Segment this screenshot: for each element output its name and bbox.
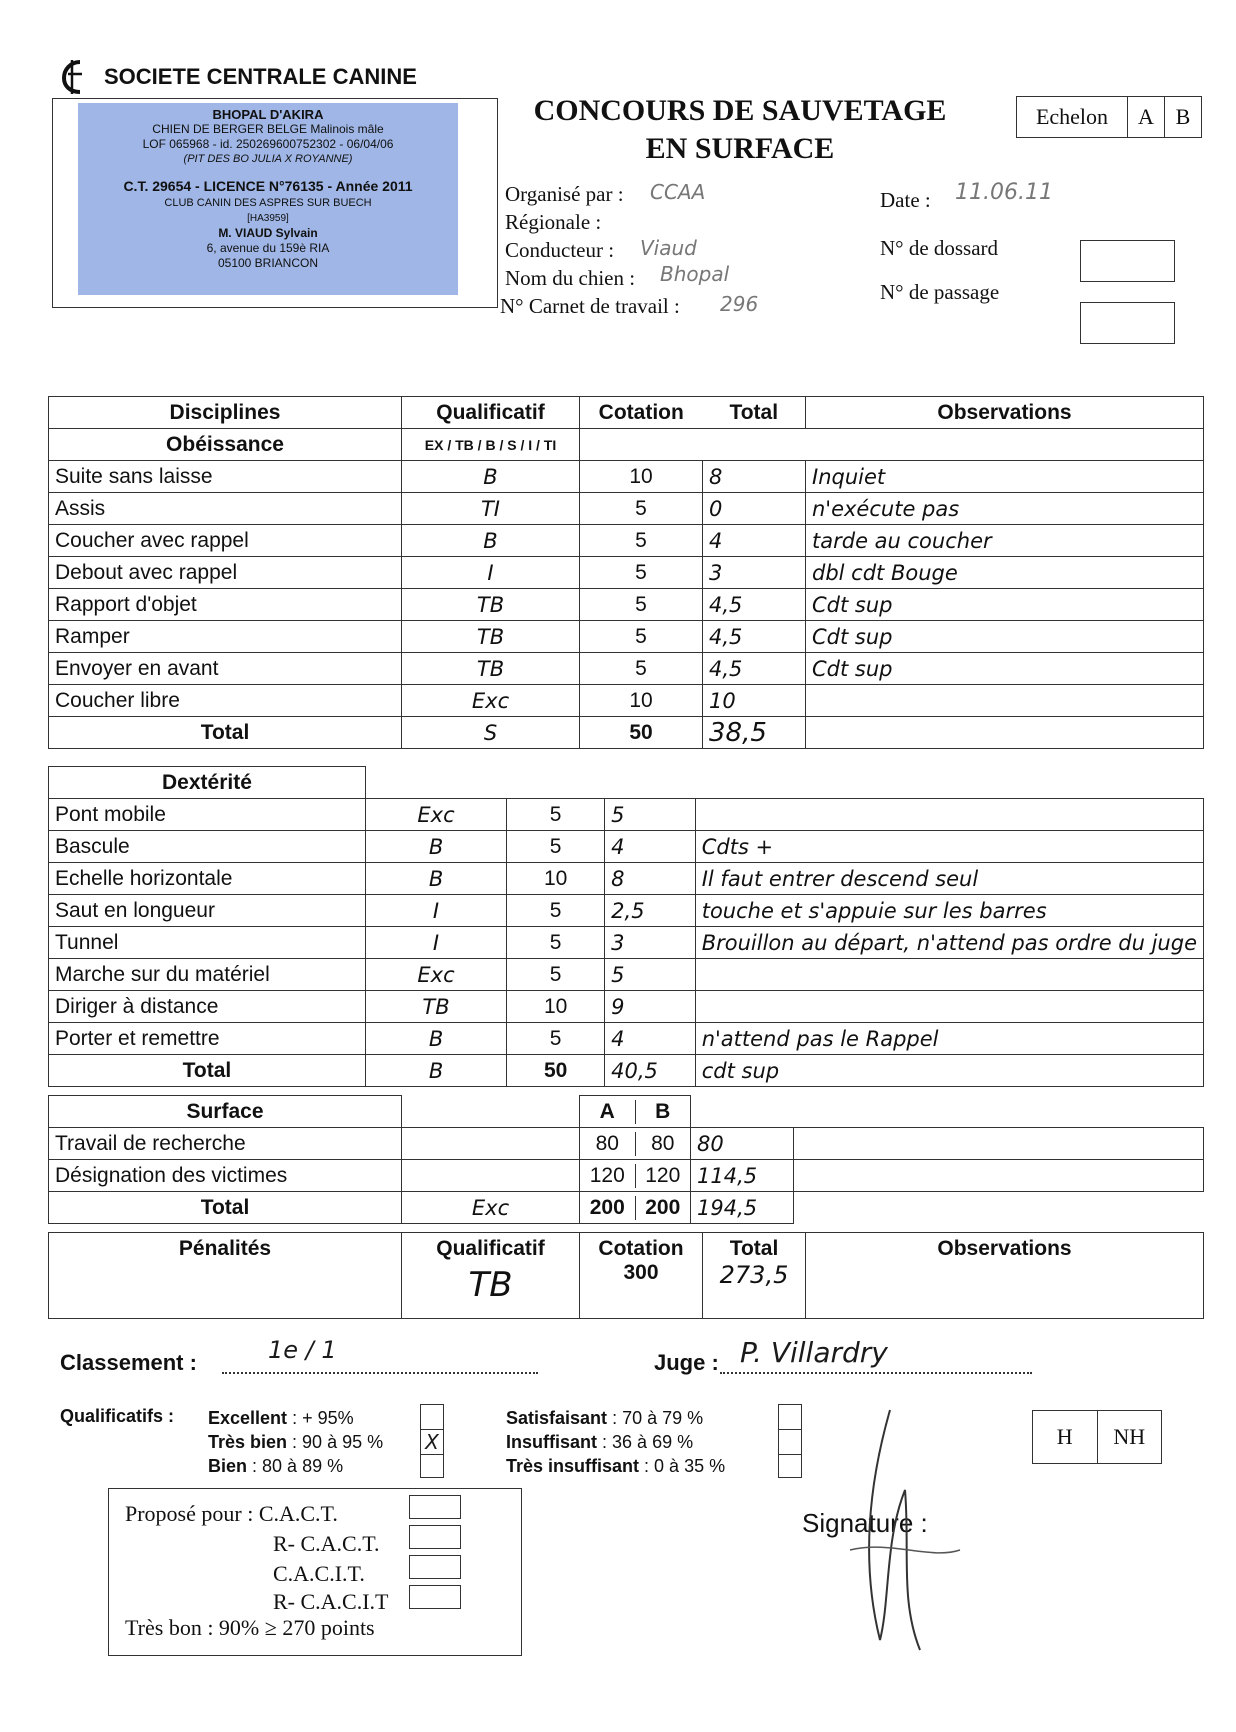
dexterite-row bbox=[49, 1023, 1204, 1055]
classement-label: Classement : bbox=[60, 1350, 197, 1375]
surface-total-label: Total bbox=[49, 1192, 402, 1224]
dexterite-total-value[interactable]: 4 bbox=[605, 831, 696, 863]
dexterite-total-value[interactable]: 4 bbox=[605, 1023, 696, 1055]
q-tresbien-label: Très bien bbox=[208, 1432, 288, 1452]
echelon-box bbox=[1016, 96, 1202, 138]
obeissance-cotation-value: 5 bbox=[580, 653, 703, 685]
stamp-breed: CHIEN DE BERGER BELGE Malinois mâle bbox=[152, 122, 384, 136]
table-header-row bbox=[49, 397, 1204, 429]
obeissance-observation-value[interactable]: Cdt sup bbox=[806, 653, 1204, 685]
dexterite-discipline-name: Marche sur du matériel bbox=[49, 959, 366, 991]
dexterite-total-value[interactable]: 8 bbox=[605, 863, 696, 895]
dexterite-observation-value[interactable] bbox=[695, 959, 1203, 991]
obeissance-total-row bbox=[49, 717, 1204, 749]
dexterite-qualificatif-value[interactable]: B bbox=[365, 831, 506, 863]
q-excellent-label: Excellent bbox=[208, 1408, 288, 1428]
nh-option[interactable]: NH bbox=[1113, 1424, 1146, 1449]
checkbox-tres-insuffisant[interactable] bbox=[779, 1455, 801, 1477]
obeissance-qualificatif-value[interactable]: TB bbox=[402, 589, 580, 621]
organise-par-value[interactable]: CCAA bbox=[650, 180, 706, 204]
dexterite-row bbox=[49, 927, 1204, 959]
h-nh-box bbox=[1032, 1410, 1162, 1464]
title-line-2: EN SURFACE bbox=[645, 132, 835, 165]
obeissance-discipline-name: Assis bbox=[49, 493, 402, 525]
propose-cact-label: Proposé pour : C.A.C.T. bbox=[125, 1501, 338, 1526]
obeissance-qualificatif-value[interactable]: B bbox=[402, 525, 580, 557]
dexterite-table bbox=[48, 766, 1204, 1087]
penalites-total-value[interactable]: 273,5 bbox=[719, 1261, 789, 1289]
obeissance-discipline-name: Ramper bbox=[49, 621, 402, 653]
obeissance-discipline-name: Suite sans laisse bbox=[49, 461, 402, 493]
obeissance-discipline-name: Coucher libre bbox=[49, 685, 402, 717]
obeissance-total-label: Total bbox=[49, 717, 402, 749]
header-total: Total bbox=[703, 397, 806, 429]
obeissance-total-value[interactable]: 8 bbox=[703, 461, 806, 493]
signature-scribble-icon bbox=[830, 1400, 980, 1660]
obeissance-total-qual[interactable]: S bbox=[402, 717, 580, 749]
qual-checkboxes-right[interactable] bbox=[778, 1404, 802, 1478]
dexterite-title: Dextérité bbox=[49, 767, 366, 799]
surface-qualificatif-value[interactable] bbox=[402, 1128, 580, 1160]
dog-identity-stamp bbox=[78, 103, 458, 295]
obeissance-cotation-value: 5 bbox=[580, 493, 703, 525]
rcacit-label: R- C.A.C.I.T bbox=[273, 1589, 389, 1614]
obeissance-observation-value[interactable]: Inquiet bbox=[806, 461, 1204, 493]
dexterite-cotation-value: 10 bbox=[507, 863, 605, 895]
q-insuff-range: : 36 à 69 % bbox=[602, 1432, 694, 1452]
organise-par-label: Organisé par : bbox=[505, 182, 624, 206]
dexterite-cotation-value: 5 bbox=[507, 959, 605, 991]
checkbox-bien[interactable] bbox=[421, 1455, 443, 1477]
dexterite-observation-value[interactable]: Brouillon au départ, n'attend pas ordre du juge bbox=[695, 927, 1203, 959]
passage-label: N° de passage bbox=[880, 280, 1000, 304]
checkbox-excellent[interactable] bbox=[421, 1405, 443, 1430]
passage-box[interactable] bbox=[1080, 302, 1175, 344]
date-label: Date : bbox=[880, 188, 931, 212]
penalites-qual-label: Qualificatif bbox=[436, 1237, 545, 1260]
obeissance-qualificatif-value[interactable]: I bbox=[402, 557, 580, 589]
obeissance-observation-value[interactable]: tarde au coucher bbox=[806, 525, 1204, 557]
dossard-box[interactable] bbox=[1080, 240, 1175, 282]
surface-a-value: 80 bbox=[580, 1132, 636, 1156]
q-satisf-range: : 70 à 79 % bbox=[612, 1408, 704, 1428]
surface-title-row bbox=[49, 1096, 1204, 1128]
stamp-dog-name: BHOPAL D'AKIRA bbox=[212, 107, 324, 122]
header-cotation: Cotation bbox=[580, 397, 703, 429]
date-value[interactable]: 11.06.11 bbox=[955, 180, 1053, 205]
surface-row bbox=[49, 1160, 1204, 1192]
dexterite-cotation-value: 5 bbox=[507, 1023, 605, 1055]
proposition-box bbox=[108, 1488, 522, 1656]
penalites-cot-value: 300 bbox=[623, 1261, 659, 1284]
dexterite-total-value[interactable]: 5 bbox=[605, 959, 696, 991]
stamp-address: 6, avenue du 159è RIA bbox=[206, 241, 330, 255]
surface-total-value[interactable]: 194,5 bbox=[691, 1192, 794, 1224]
dexterite-row bbox=[49, 959, 1204, 991]
scores-table bbox=[48, 396, 1204, 749]
dexterite-total-value[interactable]: 5 bbox=[605, 799, 696, 831]
title-line-1: CONCOURS DE SAUVETAGE bbox=[533, 94, 947, 127]
obeissance-title: Obéissance bbox=[49, 429, 402, 461]
obeissance-total-value[interactable]: 38,5 bbox=[703, 717, 806, 749]
obeissance-cotation-value: 5 bbox=[580, 557, 703, 589]
surface-b-value: 120 bbox=[645, 1163, 681, 1187]
surface-discipline-name: Travail de recherche bbox=[49, 1128, 402, 1160]
obeissance-total-value[interactable]: 4,5 bbox=[703, 653, 806, 685]
obeissance-total-value[interactable]: 0 bbox=[703, 493, 806, 525]
obeissance-row bbox=[49, 525, 1204, 557]
obeissance-row bbox=[49, 621, 1204, 653]
penalites-table bbox=[48, 1232, 1204, 1319]
dexterite-observation-value[interactable]: touche et s'appuie sur les barres bbox=[695, 895, 1203, 927]
dexterite-qualificatif-value[interactable]: Exc bbox=[365, 799, 506, 831]
stamp-owner: M. VIAUD Sylvain bbox=[218, 226, 318, 240]
stamp-parents: (PIT DES BO JULIA X ROYANNE) bbox=[183, 153, 353, 165]
juge-value[interactable]: P. Villardry bbox=[740, 1336, 888, 1369]
surface-total-qual[interactable]: Exc bbox=[402, 1192, 580, 1224]
surface-table bbox=[48, 1095, 1204, 1224]
dexterite-total-cot: 50 bbox=[507, 1055, 605, 1087]
obeissance-row bbox=[49, 493, 1204, 525]
checkbox-cacit[interactable] bbox=[409, 1555, 461, 1579]
q-excellent-range: : + 95% bbox=[292, 1408, 354, 1428]
dexterite-cotation-value: 5 bbox=[507, 831, 605, 863]
regionale-label: Régionale : bbox=[505, 210, 602, 234]
q-tresbien-range: : 90 à 95 % bbox=[292, 1432, 384, 1452]
surface-total-value[interactable]: 80 bbox=[691, 1128, 794, 1160]
surface-col-a: A bbox=[580, 1100, 636, 1124]
obeissance-observation-value[interactable]: dbl cdt Bouge bbox=[806, 557, 1204, 589]
dexterite-total-value[interactable]: 9 bbox=[605, 991, 696, 1023]
dexterite-cotation-value: 5 bbox=[507, 927, 605, 959]
checkbox-satisfaisant[interactable] bbox=[779, 1405, 801, 1430]
dexterite-observation-value[interactable]: Cdts + bbox=[695, 831, 1203, 863]
qualificatifs-right bbox=[506, 1406, 725, 1478]
stamp-code: [HA3959] bbox=[247, 213, 289, 224]
signature-label: Signature : bbox=[802, 1508, 928, 1538]
dexterite-discipline-name: Bascule bbox=[49, 831, 366, 863]
dexterite-total-value[interactable]: 2,5 bbox=[605, 895, 696, 927]
dossard-label: N° de dossard bbox=[880, 236, 999, 260]
surface-total-row bbox=[49, 1192, 1204, 1224]
carnet-value[interactable]: 296 bbox=[720, 292, 759, 316]
obeissance-qualificatif-value[interactable]: B bbox=[402, 461, 580, 493]
obeissance-qualificatif-value[interactable]: TB bbox=[402, 653, 580, 685]
dexterite-discipline-name: Tunnel bbox=[49, 927, 366, 959]
conducteur-value[interactable]: Viaud bbox=[640, 236, 697, 260]
dexterite-row bbox=[49, 831, 1204, 863]
obeissance-cotation-value: 5 bbox=[580, 525, 703, 557]
penalites-total-label: Total bbox=[729, 1237, 779, 1260]
obeissance-discipline-name: Debout avec rappel bbox=[49, 557, 402, 589]
q-bien-label: Bien bbox=[208, 1456, 248, 1476]
penalites-row bbox=[49, 1233, 1204, 1319]
dexterite-qualificatif-value[interactable]: I bbox=[365, 895, 506, 927]
surface-observation-value[interactable] bbox=[794, 1128, 1204, 1160]
surface-qualificatif-value[interactable] bbox=[402, 1160, 580, 1192]
juge-label: Juge : bbox=[654, 1350, 719, 1375]
nom-chien-label: Nom du chien : bbox=[505, 266, 636, 290]
obeissance-observation-value[interactable]: n'exécute pas bbox=[806, 493, 1204, 525]
obeissance-cotation-value: 10 bbox=[580, 461, 703, 493]
dexterite-observation-value[interactable]: n'attend pas le Rappel bbox=[695, 1023, 1203, 1055]
obeissance-qualificatif-value[interactable]: TB bbox=[402, 621, 580, 653]
dexterite-qualificatif-value[interactable]: I bbox=[365, 927, 506, 959]
dexterite-qualificatif-value[interactable]: B bbox=[365, 863, 506, 895]
surface-a-value: 120 bbox=[580, 1164, 636, 1188]
checkbox-cact[interactable] bbox=[409, 1495, 461, 1519]
surface-observation-value[interactable] bbox=[794, 1160, 1204, 1192]
dexterite-qualificatif-value[interactable]: B bbox=[365, 1023, 506, 1055]
echelon-a[interactable]: A bbox=[1128, 97, 1165, 137]
surface-total-b: 200 bbox=[645, 1195, 681, 1219]
dexterite-row bbox=[49, 863, 1204, 895]
surface-col-b: B bbox=[655, 1099, 671, 1123]
surface-total-value[interactable]: 114,5 bbox=[691, 1160, 794, 1192]
header-qualificatif: Qualificatif bbox=[402, 397, 580, 429]
obeissance-total-value[interactable]: 3 bbox=[703, 557, 806, 589]
obeissance-qualificatif-value[interactable]: Exc bbox=[402, 685, 580, 717]
obeissance-observation-value[interactable]: Cdt sup bbox=[806, 589, 1204, 621]
obeissance-row bbox=[49, 557, 1204, 589]
obeissance-cotation-value: 5 bbox=[580, 621, 703, 653]
surface-total-a: 200 bbox=[580, 1196, 636, 1220]
q-satisf-label: Satisfaisant bbox=[506, 1408, 608, 1428]
qualificatifs-left bbox=[208, 1406, 383, 1478]
obeissance-title-row bbox=[49, 429, 1204, 461]
obeissance-total-value[interactable]: 4,5 bbox=[703, 621, 806, 653]
carnet-label: N° Carnet de travail : bbox=[500, 294, 680, 318]
dexterite-discipline-name: Diriger à distance bbox=[49, 991, 366, 1023]
header-observations: Observations bbox=[806, 397, 1204, 429]
dexterite-total-value[interactable]: 3 bbox=[605, 927, 696, 959]
dexterite-total-row bbox=[49, 1055, 1204, 1087]
obeissance-cotation-value: 5 bbox=[580, 589, 703, 621]
obeissance-row bbox=[49, 461, 1204, 493]
q-bien-range: : 80 à 89 % bbox=[252, 1456, 344, 1476]
dexterite-row bbox=[49, 895, 1204, 927]
dexterite-cotation-value: 5 bbox=[507, 799, 605, 831]
obeissance-observation-value[interactable] bbox=[806, 685, 1204, 717]
cacit-label: C.A.C.I.T. bbox=[273, 1561, 365, 1586]
dexterite-total-qual[interactable]: B bbox=[365, 1055, 506, 1087]
classement-value[interactable]: 1e / 1 bbox=[268, 1336, 337, 1364]
obeissance-qualificatif-value[interactable]: TI bbox=[402, 493, 580, 525]
organization-name: SOCIETE CENTRALE CANINE bbox=[104, 64, 417, 89]
rcact-label: R- C.A.C.T. bbox=[273, 1531, 380, 1556]
obeissance-row bbox=[49, 589, 1204, 621]
dexterite-title-row bbox=[49, 767, 1204, 799]
dexterite-row bbox=[49, 991, 1204, 1023]
penalites-cot-label: Cotation bbox=[598, 1237, 684, 1260]
obeissance-total-value[interactable]: 4,5 bbox=[703, 589, 806, 621]
q-tresinsuff-range: : 0 à 35 % bbox=[644, 1456, 726, 1476]
nom-chien-value[interactable]: Bhopal bbox=[660, 262, 730, 286]
obeissance-total-value[interactable]: 10 bbox=[703, 685, 806, 717]
header-disciplines: Disciplines bbox=[49, 397, 402, 429]
dexterite-cotation-value: 10 bbox=[507, 991, 605, 1023]
obeissance-observation-value[interactable]: Cdt sup bbox=[806, 621, 1204, 653]
dexterite-observation-value[interactable] bbox=[695, 991, 1203, 1023]
qualificatifs-label: Qualificatifs : bbox=[60, 1406, 175, 1426]
dexterite-discipline-name: Pont mobile bbox=[49, 799, 366, 831]
h-option[interactable]: H bbox=[1033, 1411, 1098, 1463]
dexterite-discipline-name: Saut en longueur bbox=[49, 895, 366, 927]
penalites-obs-label: Observations bbox=[806, 1233, 1204, 1319]
surface-b-value: 80 bbox=[651, 1131, 675, 1155]
penalites-label: Pénalités bbox=[49, 1233, 402, 1319]
stamp-club: CLUB CANIN DES ASPRES SUR BUECH bbox=[164, 197, 372, 209]
qual-checkboxes-left[interactable] bbox=[420, 1404, 444, 1478]
dexterite-total-value[interactable]: 40,5 bbox=[605, 1055, 696, 1087]
dexterite-qualificatif-value[interactable]: Exc bbox=[365, 959, 506, 991]
obeissance-total-cot: 50 bbox=[580, 717, 703, 749]
dexterite-total-label: Total bbox=[49, 1055, 366, 1087]
stamp-licence: C.T. 29654 - LICENCE N°76135 - Année 2011 bbox=[123, 178, 413, 194]
scc-logo-icon bbox=[52, 56, 92, 96]
page-title bbox=[500, 92, 980, 168]
dexterite-observation-value[interactable] bbox=[695, 799, 1203, 831]
echelon-b[interactable]: B bbox=[1175, 104, 1191, 129]
obeissance-discipline-name: Coucher avec rappel bbox=[49, 525, 402, 557]
checkbox-tresbien[interactable]: X bbox=[421, 1430, 443, 1455]
dexterite-discipline-name: Echelle horizontale bbox=[49, 863, 366, 895]
tres-bon-note: Très bon : 90% ≥ 270 points bbox=[125, 1615, 375, 1640]
dexterite-observation-value[interactable]: Il faut entrer descend seul bbox=[695, 863, 1203, 895]
stamp-city: 05100 BRIANCON bbox=[217, 256, 319, 270]
obeissance-discipline-name: Rapport d'objet bbox=[49, 589, 402, 621]
dexterite-total-obs[interactable]: cdt sup bbox=[695, 1055, 1203, 1087]
qual-legend: EX / TB / B / S / I / TI bbox=[402, 429, 580, 461]
echelon-label: Echelon bbox=[1017, 97, 1128, 137]
dexterite-cotation-value: 5 bbox=[507, 895, 605, 927]
obeissance-discipline-name: Envoyer en avant bbox=[49, 653, 402, 685]
surface-row bbox=[49, 1128, 1204, 1160]
obeissance-row bbox=[49, 685, 1204, 717]
surface-discipline-name: Désignation des victimes bbox=[49, 1160, 402, 1192]
checkbox-rcact[interactable] bbox=[409, 1525, 461, 1549]
dexterite-discipline-name: Porter et remettre bbox=[49, 1023, 366, 1055]
obeissance-total-value[interactable]: 4 bbox=[703, 525, 806, 557]
obeissance-cotation-value: 10 bbox=[580, 685, 703, 717]
checkbox-insuffisant[interactable] bbox=[779, 1430, 801, 1455]
q-tresinsuff-label: Très insuffisant bbox=[506, 1456, 640, 1476]
q-insuff-label: Insuffisant bbox=[506, 1432, 598, 1452]
conducteur-label: Conducteur : bbox=[505, 238, 615, 262]
penalites-qual-value[interactable]: TB bbox=[468, 1265, 513, 1305]
dexterite-row bbox=[49, 799, 1204, 831]
dexterite-qualificatif-value[interactable]: TB bbox=[365, 991, 506, 1023]
stamp-lof: LOF 065968 - id. 250269600752302 - 06/04/06 bbox=[142, 137, 394, 151]
surface-title: Surface bbox=[49, 1096, 402, 1128]
checkbox-rcacit[interactable] bbox=[409, 1585, 461, 1609]
obeissance-row bbox=[49, 653, 1204, 685]
